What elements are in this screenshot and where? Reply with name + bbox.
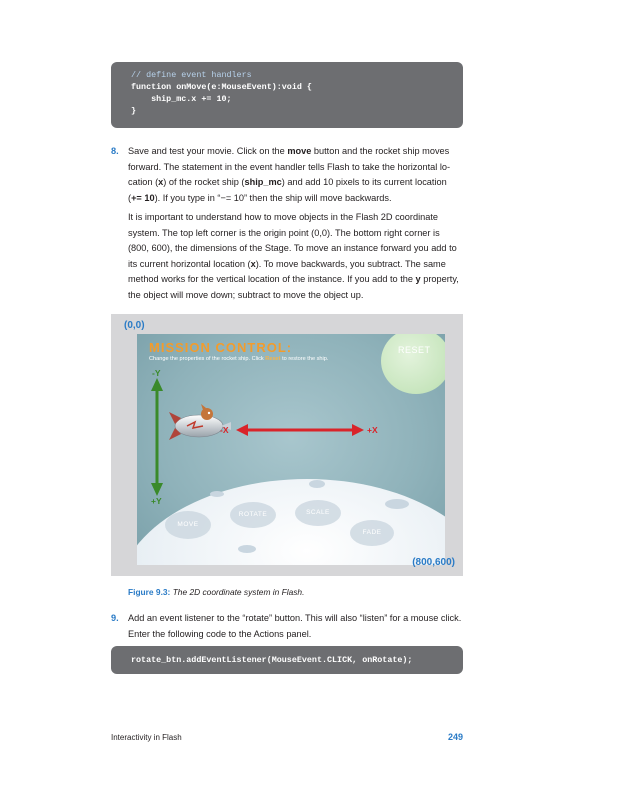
mission-subtitle: Change the properties of the rocket ship. Click Reset to restore the ship. [149, 356, 329, 362]
fade-button[interactable]: FADE [350, 520, 394, 546]
mission-title: MISSION CONTROL: [149, 340, 293, 355]
figure-caption [128, 587, 304, 597]
pos-x-label: +X [367, 425, 378, 435]
step-9 [111, 611, 463, 642]
step-text: Add an event listener to the “rotate” button. This will also “listen” for a mouse click. Enter the following code to the Actions panel. [128, 613, 462, 639]
neg-y-label: -Y [152, 368, 161, 378]
x-axis-arrow [236, 424, 364, 436]
step-text: Save and test your movie. Click on the move button and the rocket ship moves forward. The statement in the event handler tells Flash to take the horizontal lo-cation (x) of the rocket ship (ship_mc) and add 10 pixels to its current location (+= 10). If you type in “−= 10” then the ship will move backwards. [128, 146, 451, 203]
page-number: 249 [447, 732, 463, 742]
neg-x-label: -X [220, 425, 229, 435]
moon-crater [210, 491, 224, 497]
figure-number: Figure 9.3: [128, 587, 171, 597]
y-axis-arrow [151, 378, 163, 496]
scale-button[interactable]: SCALE [295, 500, 341, 526]
move-button[interactable]: MOVE [165, 511, 211, 539]
step-8 [111, 144, 463, 206]
step-number: 8. [111, 146, 119, 156]
code-block-event-handler [111, 62, 463, 128]
body-paragraph: It is important to understand how to move objects in the Flash 2D coordinate system. The top left corner is the origin point (0,0). The bottom right corner is (800, 600), the dimensions of the Stage. To move an instance forward you add to its current horizontal location (x). To move backwards, you subtract. The same method works for the vertical location of the instance. If you add to the y property, the object will move down; subtract to move the object up. [128, 212, 459, 300]
figure-coordinate-system [111, 314, 463, 576]
origin-label: (0,0) [124, 320, 145, 331]
step-number: 9. [111, 613, 119, 623]
code-block-rotate-listener: rotate_btn.addEventListener(MouseEvent.CLICK, onRotate); [111, 646, 463, 674]
code-line: function onMove(e:MouseEvent):void { [131, 82, 312, 92]
rotate-button[interactable]: ROTATE [230, 502, 276, 528]
code-line: ship_mc.x += 10; [131, 94, 232, 104]
figure-caption-text: The 2D coordinate system in Flash. [172, 587, 305, 597]
corner-label: (800,600) [412, 557, 455, 568]
moon-crater [309, 480, 325, 488]
footer-title: Interactivity in Flash [111, 733, 182, 742]
code-line: // define event handlers [131, 70, 252, 80]
pos-y-label: +Y [151, 496, 162, 506]
moon-crater [385, 499, 409, 509]
moon-crater [238, 545, 256, 553]
reset-button[interactable]: RESET [381, 334, 445, 394]
code-line: } [131, 106, 137, 116]
flash-stage [137, 334, 445, 565]
